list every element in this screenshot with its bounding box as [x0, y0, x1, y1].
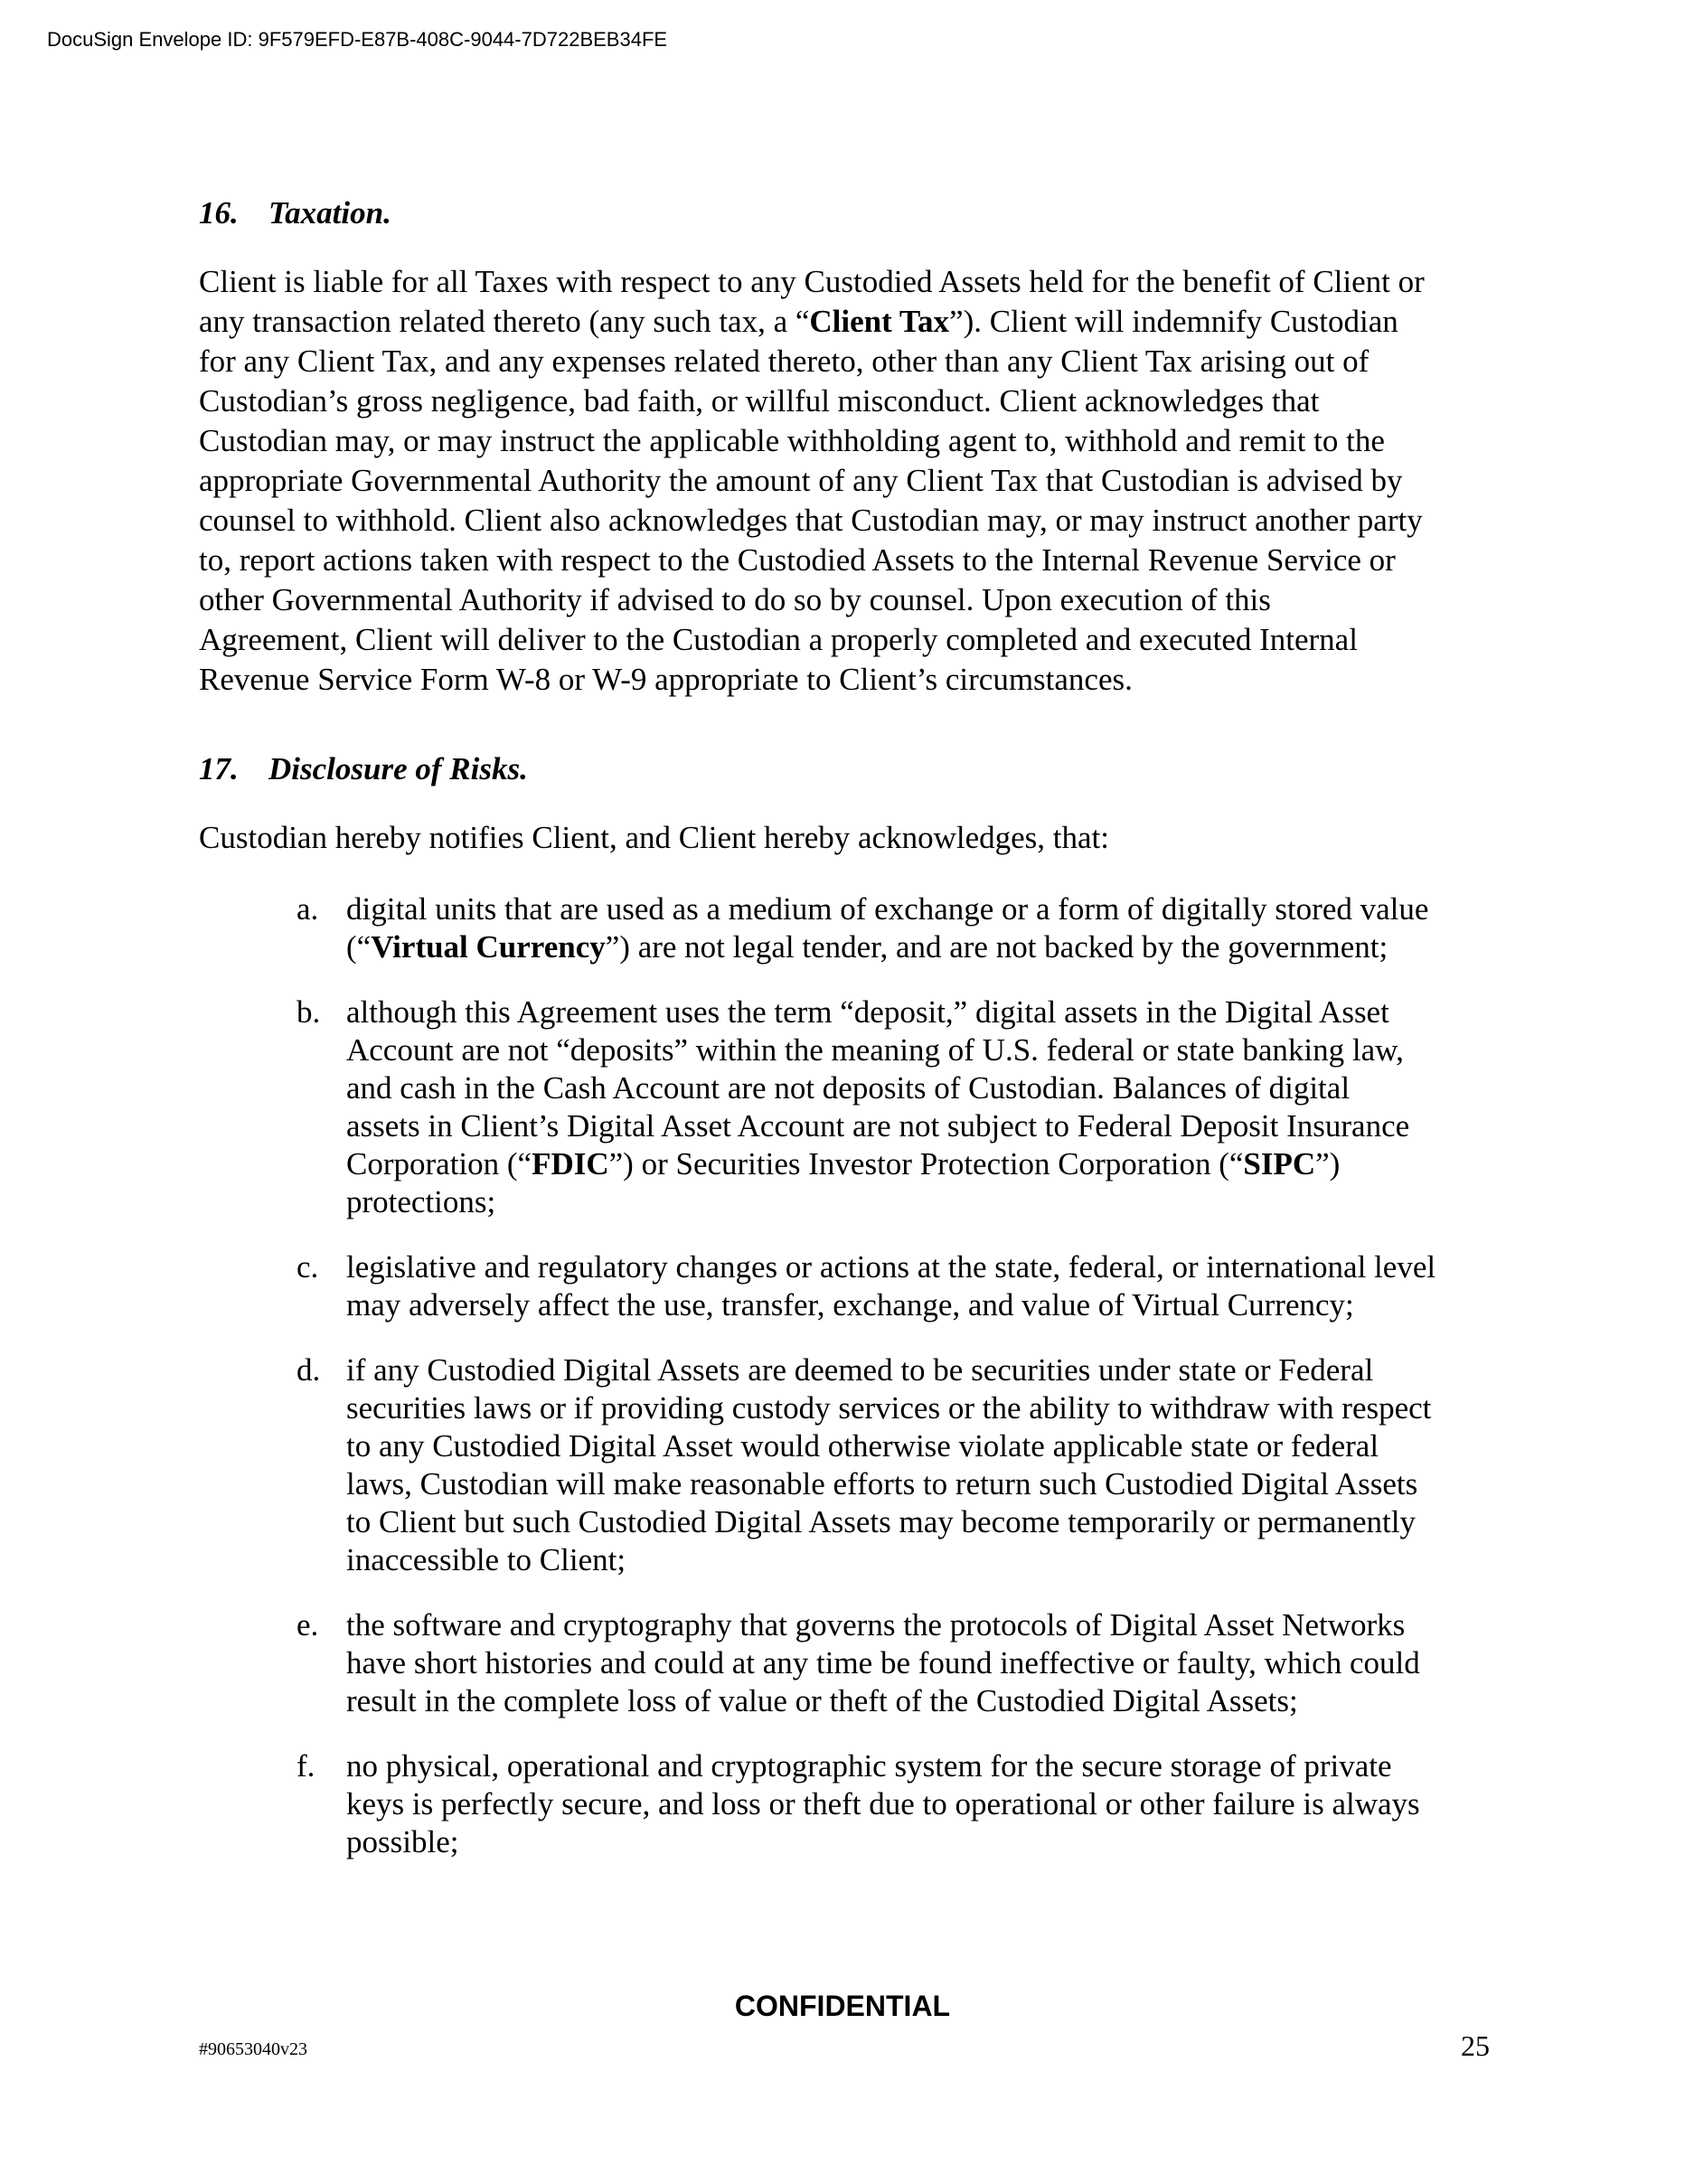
text-line: keys is perfectly secure, and loss or theft due to operational or other failure is always — [346, 1786, 1420, 1822]
defined-term: Client Tax — [809, 304, 950, 339]
text-line: Custodian’s gross negligence, bad faith, or willful misconduct. Client acknowledges that — [199, 383, 1320, 419]
text-segment: any transaction related thereto (any such tax, a “ — [199, 304, 810, 339]
text-line: legislative and regulatory changes or actions at the state, federal, or international level — [346, 1249, 1436, 1285]
document-number: #90653040v23 — [199, 2039, 307, 2059]
list-marker: b. — [297, 994, 321, 1030]
risk-list — [199, 890, 1501, 1861]
text-line: have short histories and could at any time be found ineffective or faulty, which could — [346, 1645, 1420, 1680]
text-line: Client is liable for all Taxes with respect to any Custodied Assets held for the benefit of Client or — [199, 264, 1425, 299]
text-segment: (“ — [346, 929, 372, 965]
risk-item — [199, 1248, 1501, 1324]
text-line: Agreement, Client will deliver to the Custodian a properly completed and executed Internal — [199, 622, 1358, 657]
risk-item — [199, 1747, 1501, 1861]
text-line: to any Custodied Digital Asset would otherwise violate applicable state or federal — [346, 1428, 1379, 1464]
text-line: Revenue Service Form W-8 or W-9 appropriate to Client’s circumstances. — [199, 662, 1133, 697]
text-line: possible; — [346, 1824, 459, 1859]
text-line: assets in Client’s Digital Asset Account are not subject to Federal Deposit Insurance — [346, 1108, 1410, 1144]
text-segment: ”) or Securities Investor Protection Corporation (“ — [608, 1146, 1244, 1181]
text-line: counsel to withhold. Client also acknowledges that Custodian may, or may instruct another party — [199, 503, 1423, 538]
text-segment: ”) — [1315, 1146, 1341, 1181]
text-line: protections; — [346, 1184, 496, 1219]
list-marker: f. — [297, 1748, 315, 1784]
text-line: to, report actions taken with respect to the Custodied Assets to the Internal Revenue Service or — [199, 542, 1396, 578]
risk-item — [199, 993, 1501, 1221]
taxation-paragraph — [199, 262, 1501, 700]
page-number: 25 — [1461, 2029, 1490, 2062]
text-segment: ”) are not legal tender, and are not backed by the government; — [605, 929, 1388, 965]
text-line: Account are not “deposits” within the meaning of U.S. federal or state banking law, — [346, 1032, 1404, 1068]
list-marker: e. — [297, 1607, 319, 1643]
text-line: Custodian may, or may instruct the applicable withholding agent to, withhold and remit to the — [199, 423, 1385, 458]
text-line — [346, 928, 1501, 966]
risk-item — [199, 1606, 1501, 1720]
text-line: for any Client Tax, and any expenses related thereto, other than any Client Tax arising out of — [199, 344, 1370, 379]
section-16-heading — [199, 193, 1501, 233]
text-line: if any Custodied Digital Assets are deemed to be securities under state or Federal — [346, 1352, 1374, 1388]
text-line: may adversely affect the use, transfer, exchange, and value of Virtual Currency; — [346, 1287, 1354, 1323]
text-line: the software and cryptography that governs the protocols of Digital Asset Networks — [346, 1607, 1406, 1643]
list-marker: d. — [297, 1352, 321, 1388]
text-line: appropriate Governmental Authority the amount of any Client Tax that Custodian is advised by — [199, 463, 1403, 498]
defined-term: Virtual Currency — [371, 929, 606, 965]
text-segment: ”). Client will indemnify Custodian — [949, 304, 1398, 339]
text-line: no physical, operational and cryptographic system for the secure storage of private — [346, 1748, 1392, 1784]
text-line — [346, 1145, 1501, 1183]
list-marker: c. — [297, 1249, 319, 1285]
text-line: digital units that are used as a medium of exchange or a form of digitally stored value — [346, 891, 1429, 927]
docusign-envelope-id: DocuSign Envelope ID: 9F579EFD-E87B-408C-9044-7D722BEB34FE — [47, 28, 668, 51]
section-17-heading — [199, 749, 1501, 789]
text-line: and cash in the Cash Account are not deposits of Custodian. Balances of digital — [346, 1070, 1351, 1106]
risk-item — [199, 1351, 1501, 1579]
text-line: inaccessible to Client; — [346, 1542, 626, 1577]
section-number: 16. — [199, 195, 239, 231]
section-title: Disclosure of Risks. — [268, 751, 528, 786]
text-line: result in the complete loss of value or theft of the Custodied Digital Assets; — [346, 1683, 1298, 1718]
text-line: although this Agreement uses the term “deposit,” digital assets in the Digital Asset — [346, 994, 1389, 1030]
document-body — [199, 193, 1501, 1888]
text-line: securities laws or if providing custody services or the ability to withdraw with respect — [346, 1390, 1432, 1426]
text-segment: Corporation (“ — [346, 1146, 532, 1181]
section-number: 17. — [199, 751, 239, 786]
defined-term: FDIC — [532, 1146, 609, 1181]
text-line: to Client but such Custodied Digital Assets may become temporarily or permanently — [346, 1504, 1416, 1539]
disclosure-intro: Custodian hereby notifies Client, and Client hereby acknowledges, that: — [199, 820, 1109, 855]
section-title: Taxation. — [268, 195, 391, 231]
defined-term: SIPC — [1243, 1146, 1316, 1181]
risk-item — [199, 890, 1501, 966]
confidential-label: CONFIDENTIAL — [734, 1990, 951, 2022]
text-line — [199, 302, 1501, 342]
text-line: laws, Custodian will make reasonable efforts to return such Custodied Digital Assets — [346, 1466, 1418, 1502]
list-marker: a. — [297, 891, 319, 927]
text-line: other Governmental Authority if advised to do so by counsel. Upon execution of this — [199, 582, 1271, 617]
